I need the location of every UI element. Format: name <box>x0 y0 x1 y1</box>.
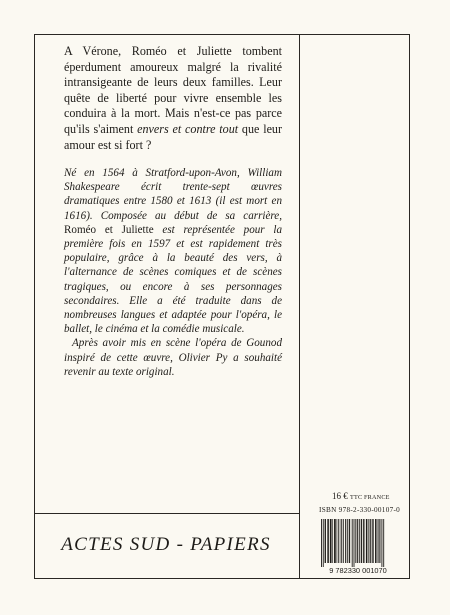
summary-emphasis: envers et contre tout <box>137 121 239 136</box>
barcode-bar <box>345 519 346 563</box>
barcode-bar <box>330 519 332 563</box>
isbn: ISBN 978-2-330-00107-0 <box>319 506 401 514</box>
barcode-bar <box>379 519 380 563</box>
barcode-bar <box>337 519 338 563</box>
horizontal-divider <box>34 513 300 514</box>
barcode-bar <box>354 519 355 567</box>
barcode-bar <box>370 519 371 563</box>
vertical-divider <box>299 34 300 579</box>
biography-part-1: Né en 1564 à Stratford-upon-Avon, William Shakespeare écrit trente-sept œuvres dramatiques entre 1580 et 1613 (il est mort en 1616). Composée au début de sa carrière, <box>64 167 282 222</box>
barcode-bar <box>325 519 326 563</box>
barcode-bar <box>338 519 339 563</box>
barcode-bar <box>378 519 379 563</box>
price-amount: 16 € <box>332 491 348 501</box>
price <box>332 491 390 501</box>
summary-part-1: A Vérone, Roméo et Juliette tombent éperdument amoureux malgré la rivalité intransigeante de leurs deux familles. Leur quête de liberté pour vivre ensemble les conduira à la mort. Mais n'est-ce pas parce qu'ils s'aiment <box>64 44 282 136</box>
barcode-bar <box>321 519 322 567</box>
barcode-bar <box>363 519 364 563</box>
barcode-bar <box>375 519 377 563</box>
barcode-digits: 9 782330 001070 <box>329 566 387 575</box>
barcode-bar <box>352 519 353 567</box>
barcode-bar <box>341 519 342 563</box>
summary-text <box>64 44 282 153</box>
barcode-bar <box>343 519 344 563</box>
barcode-bar <box>372 519 373 563</box>
barcode-bar <box>361 519 362 563</box>
barcode-bar <box>347 519 348 563</box>
biography-paragraph-2: Après avoir mis en scène l'opéra de Gounod inspiré de cette œuvre, Olivier Py a souhaité revenir au texte original. <box>64 337 282 378</box>
barcode-bar <box>383 519 384 567</box>
price-label: TTC FRANCE <box>350 494 390 501</box>
barcode-bar <box>349 519 350 563</box>
biography-part-2: est représentée pour la première fois en 1597 et est rapidement très populaire, grâce à la beauté des vers, à l'alternance de scènes comiques et de scènes tragiques, ou encore à ses personnages secondaires. Elle a été traduite dans de nombreuses langues et adaptée pour l'opéra, le ballet, le cinéma et la comédie musicale. <box>64 223 283 336</box>
barcode-bar <box>334 519 336 563</box>
barcode-bar <box>323 519 324 567</box>
barcode-bar <box>357 519 358 563</box>
barcode-bar <box>355 519 356 563</box>
barcode-bar <box>381 519 382 567</box>
publisher-logo: ACTES SUD - PAPIERS <box>61 534 271 555</box>
barcode-bar <box>368 519 369 563</box>
barcode <box>317 519 399 575</box>
barcode-bar <box>359 519 360 563</box>
summary-part-2: que leur amour est si fort ? <box>64 121 283 152</box>
barcode-bars <box>321 519 384 567</box>
biography-paragraph-1 <box>64 166 282 336</box>
play-title: Roméo et Juliette <box>64 223 154 236</box>
barcode-bar <box>332 519 333 563</box>
author-biography <box>64 166 282 379</box>
barcode-bar <box>327 519 329 563</box>
barcode-bar <box>366 519 368 563</box>
